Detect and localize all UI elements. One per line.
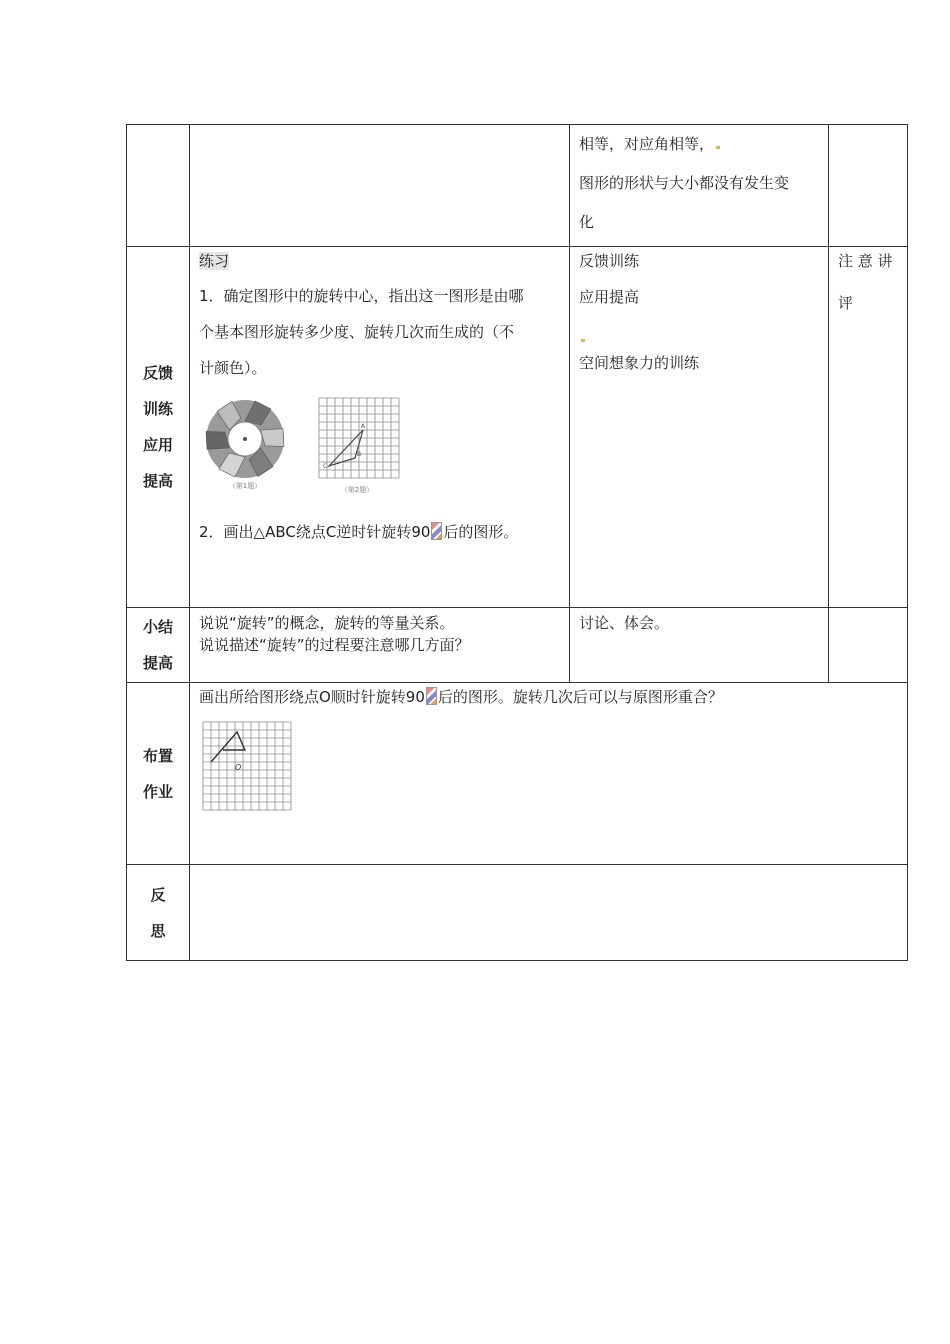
activity-line: 反馈训练 xyxy=(579,252,640,270)
homework-text-part: 后的图形。旋转几次后可以与原图形重合？ xyxy=(437,688,723,706)
figure-2 xyxy=(317,396,407,499)
summary-line: 说说描述“旋转”的过程要注意哪几方面？ xyxy=(199,636,470,654)
label-line: 反馈 xyxy=(142,364,173,382)
row-label-practice xyxy=(127,247,190,608)
table-row-summary xyxy=(127,608,908,683)
summary-content-cell xyxy=(190,608,570,683)
figure-2-caption: （第2题） xyxy=(340,486,374,494)
degree-symbol-icon xyxy=(431,522,442,540)
table-row-reflection xyxy=(127,865,908,961)
label-line: 反 xyxy=(150,885,166,904)
table-row-practice xyxy=(127,247,908,608)
table-row-continuation xyxy=(127,125,908,247)
row-label-summary xyxy=(127,608,190,683)
label-line: 布置 xyxy=(142,746,173,765)
activity-line: 应用提高 xyxy=(579,288,640,306)
edit-mark-icon xyxy=(581,339,585,342)
activity-line: 空间想象力的训练 xyxy=(579,354,700,372)
figure-1-caption: （第1题） xyxy=(228,482,262,490)
row-label-homework xyxy=(127,683,190,865)
label-line: 提高 xyxy=(142,472,173,490)
label-line: 应用 xyxy=(142,436,173,454)
activity-line: 化 xyxy=(579,213,595,231)
label-line: 思 xyxy=(150,921,166,940)
lesson-plan-table xyxy=(126,124,908,961)
summary-note-cell xyxy=(829,608,908,683)
triangle-abc xyxy=(329,430,363,466)
summary-line: 说说“旋转”的概念，旋转的等量关系。 xyxy=(199,614,455,632)
homework-text-part: 画出所给图形绕点O顺时针旋转90 xyxy=(199,688,425,706)
edit-mark-icon xyxy=(716,146,720,149)
svg-text:B: B xyxy=(357,451,362,458)
label-line: 提高 xyxy=(142,654,173,672)
svg-text:A: A xyxy=(361,423,366,430)
row-label-reflection xyxy=(127,865,190,961)
content-cell-empty xyxy=(190,125,570,247)
rotation-pattern-figure xyxy=(199,396,295,492)
activity-cell xyxy=(570,125,829,247)
question-1-line: 1．确定图形中的旋转中心，指出这一图形是由哪 xyxy=(199,287,524,305)
degree-symbol-icon xyxy=(426,687,437,705)
homework-shape xyxy=(211,732,245,762)
note-cell-empty xyxy=(829,125,908,247)
question-1-line: 个基本图形旋转多少度、旋转几次而生成的（不 xyxy=(199,323,515,341)
activity-line: 相等，对应角相等， xyxy=(579,125,819,164)
question-1-line: 计颜色）。 xyxy=(199,359,267,377)
note-line: 注 意 讲 xyxy=(838,252,893,270)
point-o-label: O xyxy=(235,763,242,772)
grid-triangle-figure xyxy=(317,396,407,494)
note-line: 评 xyxy=(838,294,854,312)
table-row-homework xyxy=(127,683,908,865)
homework-grid-figure xyxy=(199,718,295,814)
question-2 xyxy=(199,521,560,543)
label-line: 小结 xyxy=(142,618,173,636)
practice-title: 练习 xyxy=(199,252,230,270)
label-cell-empty xyxy=(127,125,190,247)
label-line: 训练 xyxy=(142,400,173,418)
activity-line: 图形的形状与大小都没有发生变 xyxy=(579,174,790,192)
practice-activity-cell xyxy=(570,247,829,608)
summary-activity-cell xyxy=(570,608,829,683)
question-2-text: 后的图形。 xyxy=(443,523,519,541)
label-line: 作业 xyxy=(142,782,173,801)
question-2-text: 2．画出△ABC绕点C逆时针旋转90 xyxy=(199,523,431,541)
reflection-content-cell xyxy=(190,865,908,961)
practice-note-cell xyxy=(829,247,908,608)
homework-text xyxy=(199,686,898,708)
activity-line: 讨论、体会。 xyxy=(579,614,670,632)
figure-1 xyxy=(199,396,295,497)
svg-text:C: C xyxy=(323,463,328,470)
homework-content-cell xyxy=(190,683,908,865)
practice-content-cell xyxy=(190,247,570,608)
